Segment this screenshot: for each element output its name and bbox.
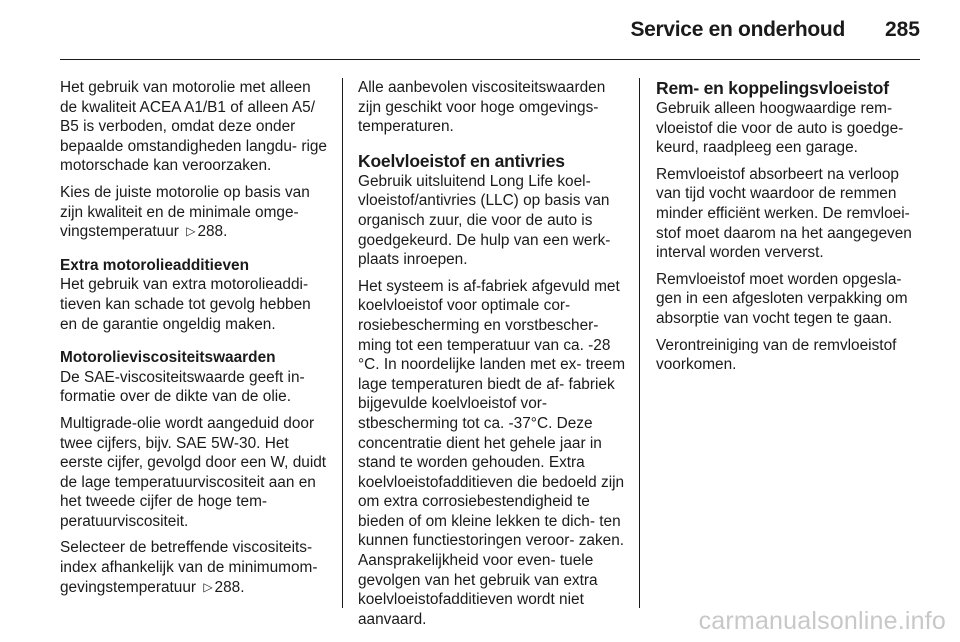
page-reference-link[interactable]: 288.	[214, 578, 245, 596]
column-divider	[639, 78, 640, 608]
paragraph: Remvloeistof absorbeert na verloop van tijd vocht waardoor de remmen minder efficiënt werken. De remvloei- stof moet daarom na het aangegeven interval worden ververst.	[656, 165, 912, 262]
header-rule	[60, 59, 920, 60]
column-1	[60, 78, 328, 604]
paragraph: Verontreiniging van de remvloeistof voorkomen.	[656, 336, 897, 374]
paragraph: Het systeem is af-fabriek afgevuld met koelvloeistof voor optimale cor- rosiebescherming en vorstbescher- ming tot een temperatuur van ca. ‑28 °C. In noordelijke landen met ex- treem lage temperaturen biedt de af- fabriek bijgevulde koelvloeistof vor- stbescherming tot ca. ‑37°C. Deze concentratie dient het gehele jaar in stand te worden gehouden. Extra koelvloeistofadditieven die bedoeld zijn om extra corrosiebestendigheid te bieden of om kleine lekken te dich- ten kunnen functiestoringen veroor- zaken. Aansprakelijkheid voor even- tuele gevolgen van het gebruik van extra koelvloeistofadditieven wordt niet aanvaard.	[358, 277, 626, 628]
subheading: Motorolieviscositeitswaarden	[60, 349, 276, 367]
paragraph-text: Selecteer de betreffende viscositeits- index afhankelijk van de minimumom- gevingstemperatuur	[60, 539, 318, 596]
section-heading: Koelvloeistof en antivries	[358, 150, 565, 171]
paragraph: Remvloeistof moet worden opgesla- gen in een afgesloten verpakking om absorptie van vocht tegen te gaan.	[656, 270, 908, 327]
paragraph: Het gebruik van motorolie met alleen de kwaliteit ACEA A1/B1 of alleen A5/ B5 is verboden, omdat deze onder bepaalde omstandigheden langdu- rige motorschade kan veroorzaken.	[60, 79, 327, 175]
page-header	[0, 0, 960, 66]
column-3	[656, 78, 924, 382]
watermark: carmanualsonline.info	[698, 607, 946, 635]
arrow-right-icon: ▷	[186, 224, 196, 239]
page-reference-link[interactable]: 288.	[197, 223, 228, 241]
paragraph-text: Kies de juiste motorolie op basis van zijn kwaliteit en de minimale omge- vingstemperatuur	[60, 183, 310, 241]
paragraph: Gebruik uitsluitend Long Life koel- vloeistof/antivries (LLC) op basis van organisch zuur, die voor de auto is goedgekeurd. De hulp van een werk- plaats inroepen.	[358, 172, 611, 269]
page-number: 285	[884, 18, 920, 41]
column-divider	[342, 78, 343, 608]
paragraph: Het gebruik van extra motorolieaddi- tieven kan schade tot gevolg hebben en de garantie ongeldig maken.	[60, 276, 311, 333]
section-heading: Rem- en koppelingsvloeistof	[656, 78, 889, 98]
section-title: Service en onderhoud	[630, 18, 845, 41]
paragraph: Alle aanbevolen viscositeitswaarden zijn geschikt voor hoge omgevings- temperaturen.	[358, 79, 606, 136]
column-2	[358, 78, 626, 636]
arrow-right-icon: ▷	[203, 579, 213, 594]
paragraph: Multigrade-olie wordt aangeduid door twee cijfers, bijv. SAE 5W-30. Het eerste cijfer, gevolgd door een W, duidt de lage temperatuurviscositeit aan en het tweede cijfer de hoge tem- peratuurviscositeit.	[60, 414, 327, 530]
paragraph-with-reference	[60, 538, 328, 597]
subheading: Extra motorolieadditieven	[60, 256, 250, 274]
paragraph: Gebruik alleen hoogwaardige rem- vloeistof die voor de auto is goedge- keurd, raadpleeg een garage.	[656, 100, 904, 157]
paragraph: De SAE-viscositeitswaarde geeft in- formatie over de dikte van de olie.	[60, 368, 305, 406]
paragraph-with-reference	[60, 183, 328, 242]
